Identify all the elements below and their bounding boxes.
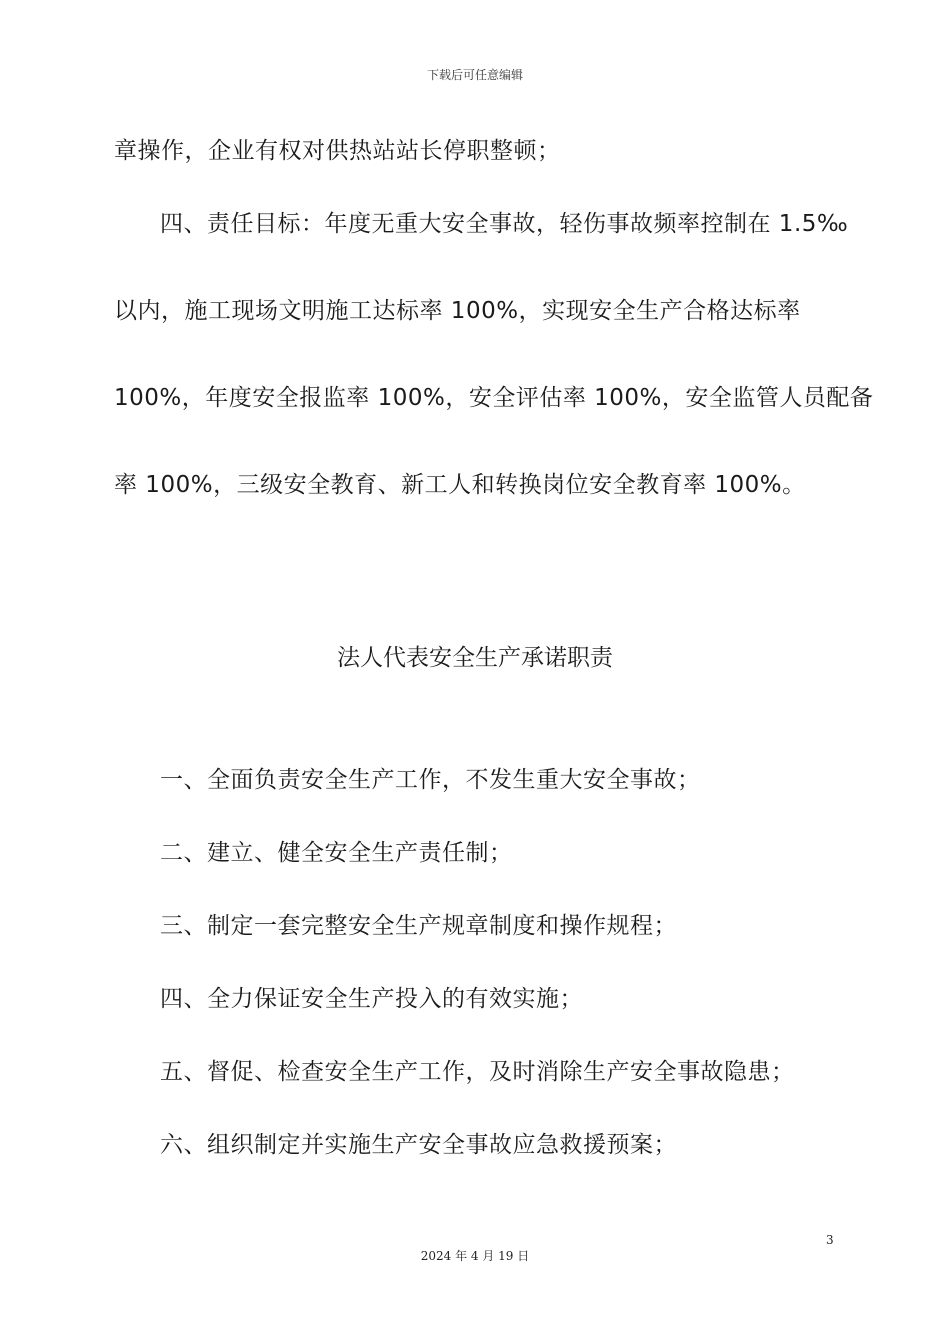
page-header: 下载后可任意编辑 bbox=[426, 68, 523, 82]
list-item: 五、督促、检查安全生产工作，及时消除生产安全事故隐患； bbox=[160, 1059, 795, 1085]
paragraph-line: 章操作，企业有权对供热站站长停职整顿； bbox=[114, 138, 561, 164]
list-item: 四、全力保证安全生产投入的有效实施； bbox=[160, 986, 583, 1012]
paragraph-line: 100%，年度安全报监率 100%，安全评估率 100%，安全监管人员配备 bbox=[114, 385, 874, 411]
list-item: 六、组织制定并实施生产安全事故应急救援预案； bbox=[160, 1132, 677, 1158]
paragraph-line: 率 100%，三级安全教育、新工人和转换岗位安全教育率 100%。 bbox=[114, 472, 806, 498]
list-item: 二、建立、健全安全生产责任制； bbox=[160, 840, 513, 866]
list-item: 三、制定一套完整安全生产规章制度和操作规程； bbox=[160, 913, 677, 939]
page-number: 3 bbox=[826, 1233, 834, 1247]
footer-date: 2024 年 4 月 19 日 bbox=[420, 1249, 530, 1263]
section-title: 法人代表安全生产承诺职责 bbox=[337, 645, 613, 671]
paragraph-line: 以内，施工现场文明施工达标率 100%，实现安全生产合格达标率 bbox=[114, 298, 801, 324]
list-item: 一、全面负责安全生产工作，不发生重大安全事故； bbox=[160, 767, 701, 793]
paragraph-line: 四、责任目标：年度无重大安全事故，轻伤事故频率控制在 1.5‰ bbox=[160, 211, 849, 237]
